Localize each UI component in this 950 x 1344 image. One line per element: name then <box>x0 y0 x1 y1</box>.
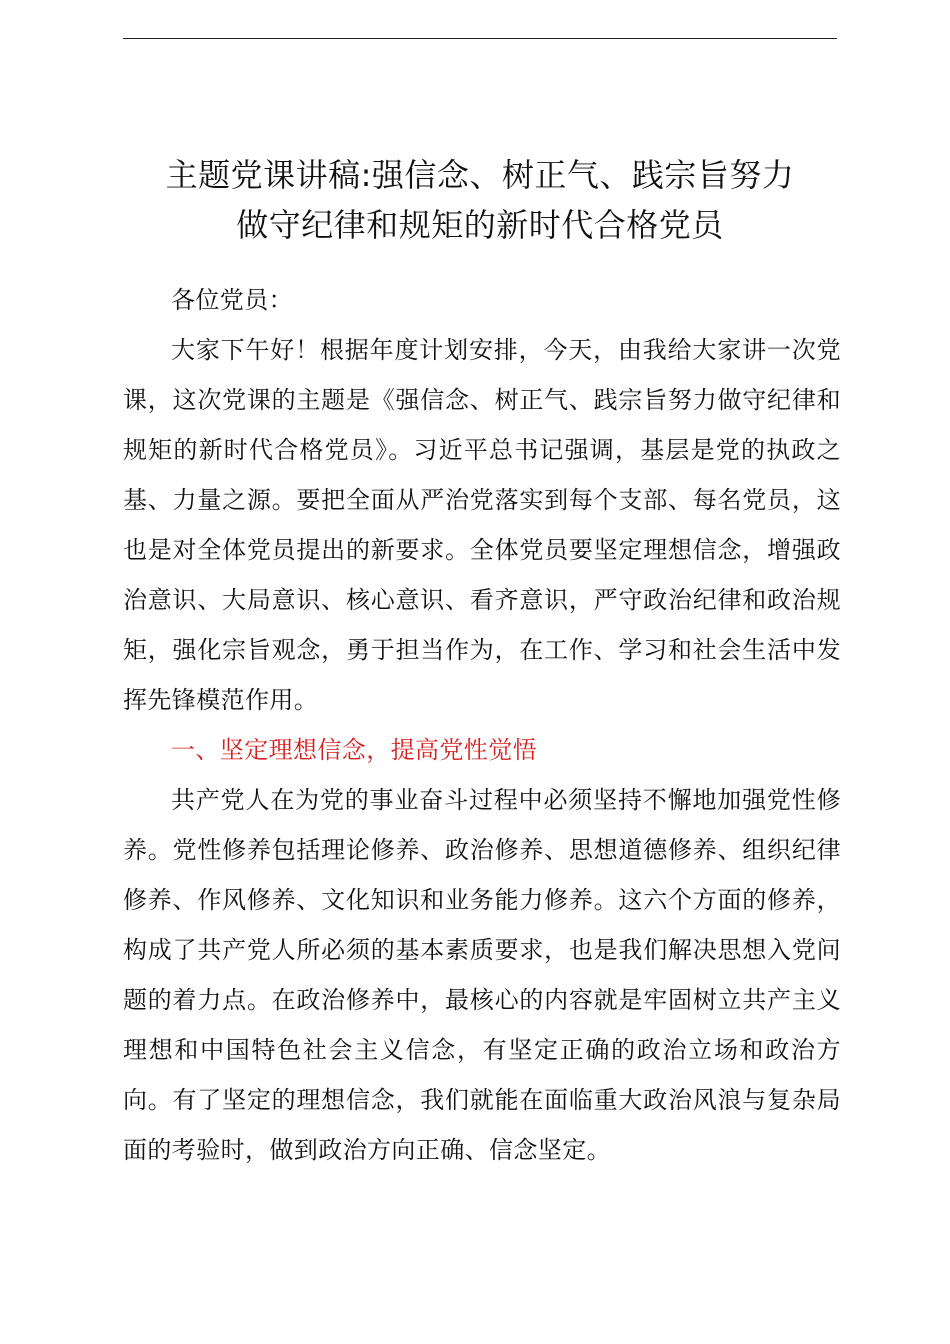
greeting: 各位党员： <box>171 286 293 314</box>
header-rule <box>123 38 837 39</box>
section-paragraph: 共产党人在为党的事业奋斗过程中必须坚持不懈地加强党性修养。党性修养包括理论修养、政治修养、思想道德修养、组织纪律修养、作风修养、文化知识和业务能力修养。这六个方面的修养，构成了共产党人所必须的基本素质要求，也是我们解决思想入党问题的着力点。在政治修养中，最核心的内容就是牢固树立共产主义理想和中国特色社会主义信念，有坚定正确的政治立场和政治方向。有了坚定的理想信念，我们就能在面临重大政治风浪与复杂局面的考验时，做到政治方向正确、信念坚定。 <box>123 786 841 1164</box>
section-heading: 一、坚定理想信念，提高党性觉悟 <box>171 736 537 764</box>
title-line-2: 做守纪律和规矩的新时代合格党员 <box>236 206 724 244</box>
document-title <box>100 150 860 250</box>
title-line-1: 主题党课讲稿:强信念、树正气、践宗旨努力 <box>165 156 795 194</box>
intro-paragraph: 大家下午好！根据年度计划安排，今天，由我给大家讲一次党课，这次党课的主题是《强信念、树正气、践宗旨努力做守纪律和规矩的新时代合格党员》。习近平总书记强调，基层是党的执政之基、力量之源。要把全面从严治党落实到每个支部、每名党员，这也是对全体党员提出的新要求。全体党员要坚定理想信念，增强政治意识、大局意识、核心意识、看齐意识，严守政治纪律和政治规矩，强化宗旨观念，勇于担当作为，在工作、学习和社会生活中发挥先锋模范作用。 <box>123 336 841 714</box>
document-body <box>123 275 841 1175</box>
